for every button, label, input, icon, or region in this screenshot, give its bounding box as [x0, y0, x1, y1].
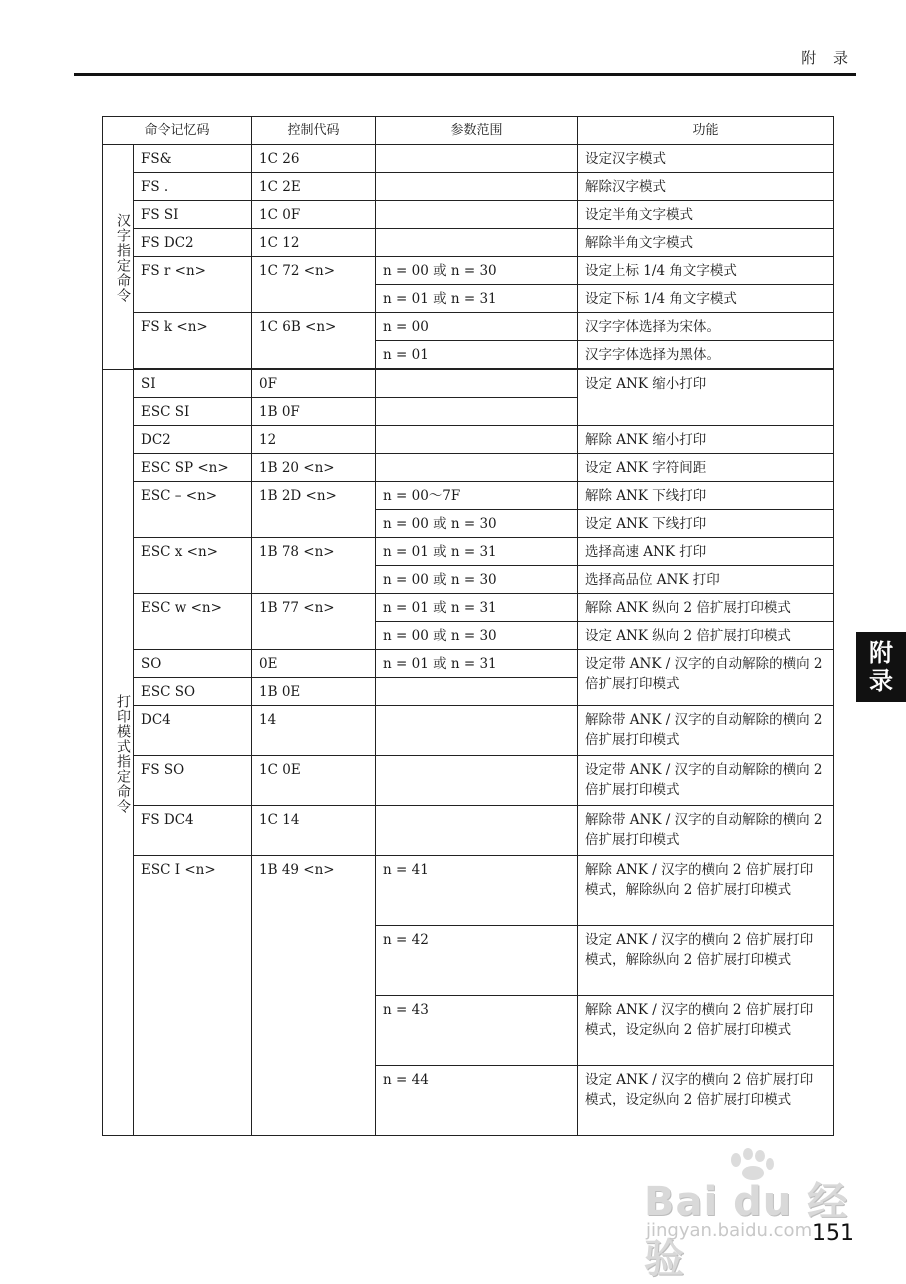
- command-table: [102, 116, 834, 1136]
- function-cell: 解除 ANK 纵向 2 倍扩展打印模式: [578, 594, 834, 622]
- function-cell: 设定汉字模式: [578, 145, 834, 173]
- param-cell: [376, 426, 578, 454]
- param-cell: n = 44: [376, 1066, 578, 1136]
- mnemonic-cell: FS SI: [134, 201, 252, 229]
- function-cell: 设定 ANK / 汉字的横向 2 倍扩展打印模式，设定纵向 2 倍扩展打印模式: [578, 1066, 834, 1136]
- function-cell: 解除带 ANK / 汉字的自动解除的横向 2 倍扩展打印模式: [578, 706, 834, 756]
- function-cell: 设定带 ANK / 汉字的自动解除的横向 2 倍扩展打印模式: [578, 756, 834, 806]
- param-cell: n = 00 或 n = 30: [376, 257, 578, 285]
- mnemonic-cell: FS k <n>: [134, 313, 252, 369]
- code-cell: 1C 6B <n>: [252, 313, 376, 369]
- function-cell: 设定上标 1/4 角文字模式: [578, 257, 834, 285]
- param-cell: n = 00～7F: [376, 482, 578, 510]
- param-cell: n = 43: [376, 996, 578, 1066]
- group-label-print-mode: 打印模式指定命令: [103, 370, 134, 1136]
- table-row: [103, 806, 834, 856]
- code-cell: 0F: [252, 370, 376, 398]
- side-tab-line1: 附: [869, 639, 893, 667]
- header-control-code: 控制代码: [252, 117, 376, 145]
- param-cell: [376, 678, 578, 706]
- code-cell: 1C 0E: [252, 756, 376, 806]
- param-cell: n = 42: [376, 926, 578, 996]
- code-cell: 1C 2E: [252, 173, 376, 201]
- mnemonic-cell: DC4: [134, 706, 252, 756]
- param-cell: [376, 756, 578, 806]
- code-cell: 1B 20 <n>: [252, 454, 376, 482]
- mnemonic-cell: ESC I <n>: [134, 856, 252, 1136]
- header-mnemonic: 命令记忆码: [103, 117, 252, 145]
- param-cell: n = 01 或 n = 31: [376, 650, 578, 678]
- param-cell: n = 01: [376, 341, 578, 369]
- function-cell: 解除带 ANK / 汉字的自动解除的横向 2 倍扩展打印模式: [578, 806, 834, 856]
- param-cell: [376, 398, 578, 426]
- mnemonic-cell: FS r <n>: [134, 257, 252, 313]
- mnemonic-cell: SI: [134, 370, 252, 398]
- param-cell: [376, 201, 578, 229]
- function-cell: 设定 ANK 缩小打印: [578, 370, 834, 426]
- table-row: [103, 706, 834, 756]
- param-cell: [376, 454, 578, 482]
- mnemonic-cell: ESC x <n>: [134, 538, 252, 594]
- mnemonic-cell: ESC SI: [134, 398, 252, 426]
- function-cell: 设定下标 1/4 角文字模式: [578, 285, 834, 313]
- table-row: [103, 538, 834, 566]
- param-cell: n = 00: [376, 313, 578, 341]
- function-cell: 设定 ANK 字符间距: [578, 454, 834, 482]
- appendix-side-tab: [856, 632, 906, 702]
- param-cell: n = 01 或 n = 31: [376, 594, 578, 622]
- code-cell: 14: [252, 706, 376, 756]
- table-row: [103, 856, 834, 926]
- mnemonic-cell: FS .: [134, 173, 252, 201]
- function-cell: 汉字字体选择为黑体。: [578, 341, 834, 369]
- function-cell: 设定 ANK 下线打印: [578, 510, 834, 538]
- watermark-logo-text: Bai du 经验: [644, 1179, 849, 1282]
- param-cell: [376, 806, 578, 856]
- code-cell: 1B 2D <n>: [252, 482, 376, 538]
- function-cell: 解除 ANK / 汉字的横向 2 倍扩展打印模式，解除纵向 2 倍扩展打印模式: [578, 856, 834, 926]
- function-cell: 汉字字体选择为宋体。: [578, 313, 834, 341]
- code-cell: 1B 0E: [252, 678, 376, 706]
- mnemonic-cell: ESC SO: [134, 678, 252, 706]
- table-row: [103, 229, 834, 257]
- param-cell: n = 01 或 n = 31: [376, 538, 578, 566]
- param-cell: n = 00 或 n = 30: [376, 510, 578, 538]
- group-label-kanji: 汉字指定命令: [103, 145, 134, 370]
- table-row: [103, 482, 834, 510]
- table-row: [103, 257, 834, 285]
- param-cell: n = 00 或 n = 30: [376, 622, 578, 650]
- mnemonic-cell: ESC – <n>: [134, 482, 252, 538]
- param-cell: [376, 173, 578, 201]
- function-cell: 解除汉字模式: [578, 173, 834, 201]
- side-tab-line2: 录: [869, 667, 893, 695]
- function-cell: 选择高速 ANK 打印: [578, 538, 834, 566]
- table-row: [103, 370, 834, 398]
- mnemonic-cell: SO: [134, 650, 252, 678]
- function-cell: 解除 ANK 下线打印: [578, 482, 834, 510]
- mnemonic-cell: FS&: [134, 145, 252, 173]
- table-row: [103, 426, 834, 454]
- param-cell: n = 00 或 n = 30: [376, 566, 578, 594]
- param-cell: [376, 370, 578, 398]
- code-cell: 1C 72 <n>: [252, 257, 376, 313]
- table-row: [103, 173, 834, 201]
- param-cell: [376, 145, 578, 173]
- mnemonic-cell: FS DC2: [134, 229, 252, 257]
- table-row: [103, 313, 834, 341]
- page-number: 151: [812, 1221, 854, 1246]
- code-cell: 1B 49 <n>: [252, 856, 376, 1136]
- param-cell: [376, 706, 578, 756]
- function-cell: 设定 ANK 纵向 2 倍扩展打印模式: [578, 622, 834, 650]
- header-rule: [74, 73, 856, 76]
- header-param-range: 参数范围: [376, 117, 578, 145]
- param-cell: n = 41: [376, 856, 578, 926]
- mnemonic-cell: FS DC4: [134, 806, 252, 856]
- mnemonic-cell: DC2: [134, 426, 252, 454]
- code-cell: 1C 26: [252, 145, 376, 173]
- table-row: [103, 145, 834, 173]
- code-cell: 1B 78 <n>: [252, 538, 376, 594]
- function-cell: 设定带 ANK / 汉字的自动解除的横向 2 倍扩展打印模式: [578, 650, 834, 706]
- function-cell: 解除半角文字模式: [578, 229, 834, 257]
- table-row: [103, 201, 834, 229]
- function-cell: 设定 ANK / 汉字的横向 2 倍扩展打印模式，解除纵向 2 倍扩展打印模式: [578, 926, 834, 996]
- code-cell: 1B 77 <n>: [252, 594, 376, 650]
- function-cell: 解除 ANK 缩小打印: [578, 426, 834, 454]
- code-cell: 1B 0F: [252, 398, 376, 426]
- code-cell: 1C 12: [252, 229, 376, 257]
- table-row: [103, 454, 834, 482]
- table-row: [103, 594, 834, 622]
- function-cell: 选择高品位 ANK 打印: [578, 566, 834, 594]
- table-header-row: [103, 117, 834, 145]
- code-cell: 0E: [252, 650, 376, 678]
- code-cell: 1C 14: [252, 806, 376, 856]
- table-row: [103, 756, 834, 806]
- mnemonic-cell: ESC SP <n>: [134, 454, 252, 482]
- param-cell: n = 01 或 n = 31: [376, 285, 578, 313]
- table-row: [103, 650, 834, 678]
- code-cell: 1C 0F: [252, 201, 376, 229]
- section-header: 附 录: [801, 49, 854, 67]
- watermark-url: jingyan.baidu.com: [646, 1220, 813, 1241]
- function-cell: 解除 ANK / 汉字的横向 2 倍扩展打印模式，设定纵向 2 倍扩展打印模式: [578, 996, 834, 1066]
- mnemonic-cell: ESC w <n>: [134, 594, 252, 650]
- header-function: 功能: [578, 117, 834, 145]
- mnemonic-cell: FS SO: [134, 756, 252, 806]
- code-cell: 12: [252, 426, 376, 454]
- param-cell: [376, 229, 578, 257]
- function-cell: 设定半角文字模式: [578, 201, 834, 229]
